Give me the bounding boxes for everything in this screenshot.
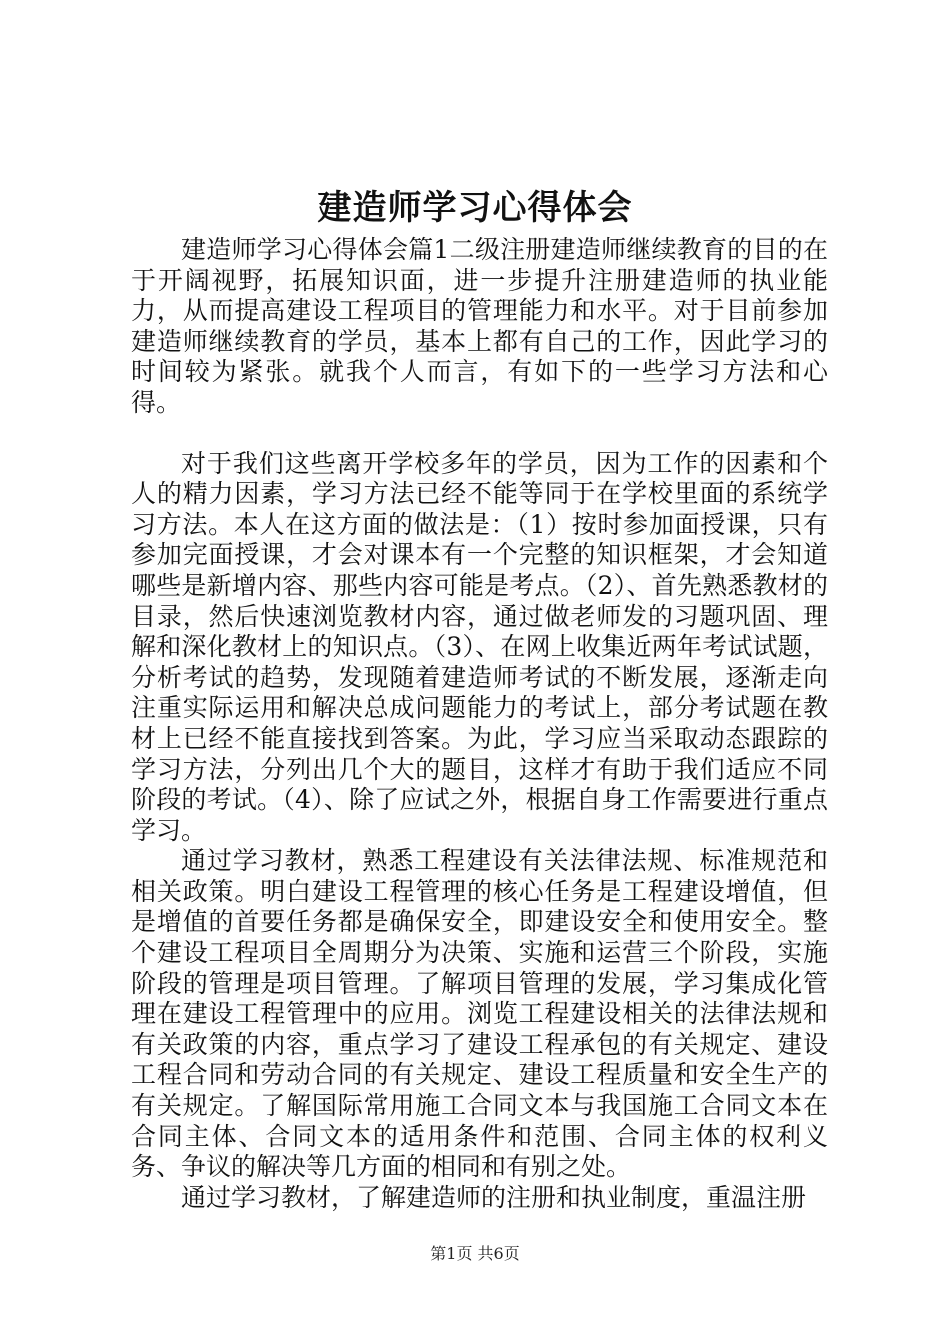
paragraph-2: 对于我们这些离开学校多年的学员，因为工作的因素和个人的精力因素，学习方法已经不能等同于在学校里面的系统学习方法。本人在这方面的做法是：（1）按时参加面授课，只有参加完面授课，才会对课本有一个完整的知识框架，才会知道哪些是新增内容、那些内容可能是考点。（2）、首先熟悉教材的目录，然后快速浏览教材内容，通过做老师发的习题巩固、理解和深化教材上的知识点。（3）、在网上收集近两年考试试题，分析考试的趋势，发现随着建造师考试的不断发展，逐渐走向注重实际运用和解决总成问题能力的考试上，部分考试题在教材上已经不能直接找到答案。为此，学习应当采取动态跟踪的学习方法，分列出几个大的题目，这样才有助于我们适应不同阶段的考试。（4）、除了应试之外，根据自身工作需要进行重点学习。 [131,448,828,845]
document-body [131,235,828,1213]
paragraph-1: 建造师学习心得体会篇1二级注册建造师继续教育的目的在于开阔视野，拓展知识面，进一步提升注册建造师的执业能力，从而提高建设工程项目的管理能力和水平。对于目前参加建造师继续教育的学员，基本上都有自己的工作，因此学习的时间较为紧张。就我个人而言，有如下的一些学习方法和心得。 [131,235,828,417]
paragraph-3: 通过学习教材，熟悉工程建设有关法律法规、标准规范和相关政策。明白建设工程管理的核心任务是工程建设增值，但是增值的首要任务都是确保安全，即建设安全和使用安全。整个建设工程项目全周期分为决策、实施和运营三个阶段，实施阶段的管理是项目管理。了解项目管理的发展，学习集成化管理在建设工程管理中的应用。浏览工程建设相关的法律法规和有关政策的内容，重点学习了建设工程承包的有关规定、建设工程合同和劳动合同的有关规定、建设工程质量和安全生产的有关规定。了解国际常用施工合同文本与我国施工合同文本在合同主体、合同文本的适用条件和范围、合同主体的权利义务、争议的解决等几方面的相同和有别之处。 [131,846,828,1182]
page-number-footer: 第1页 共6页 [430,1244,520,1263]
document-title: 建造师学习心得体会 [317,188,633,228]
paragraph-4: 通过学习教材，了解建造师的注册和执业制度，重温注册 [181,1182,807,1212]
